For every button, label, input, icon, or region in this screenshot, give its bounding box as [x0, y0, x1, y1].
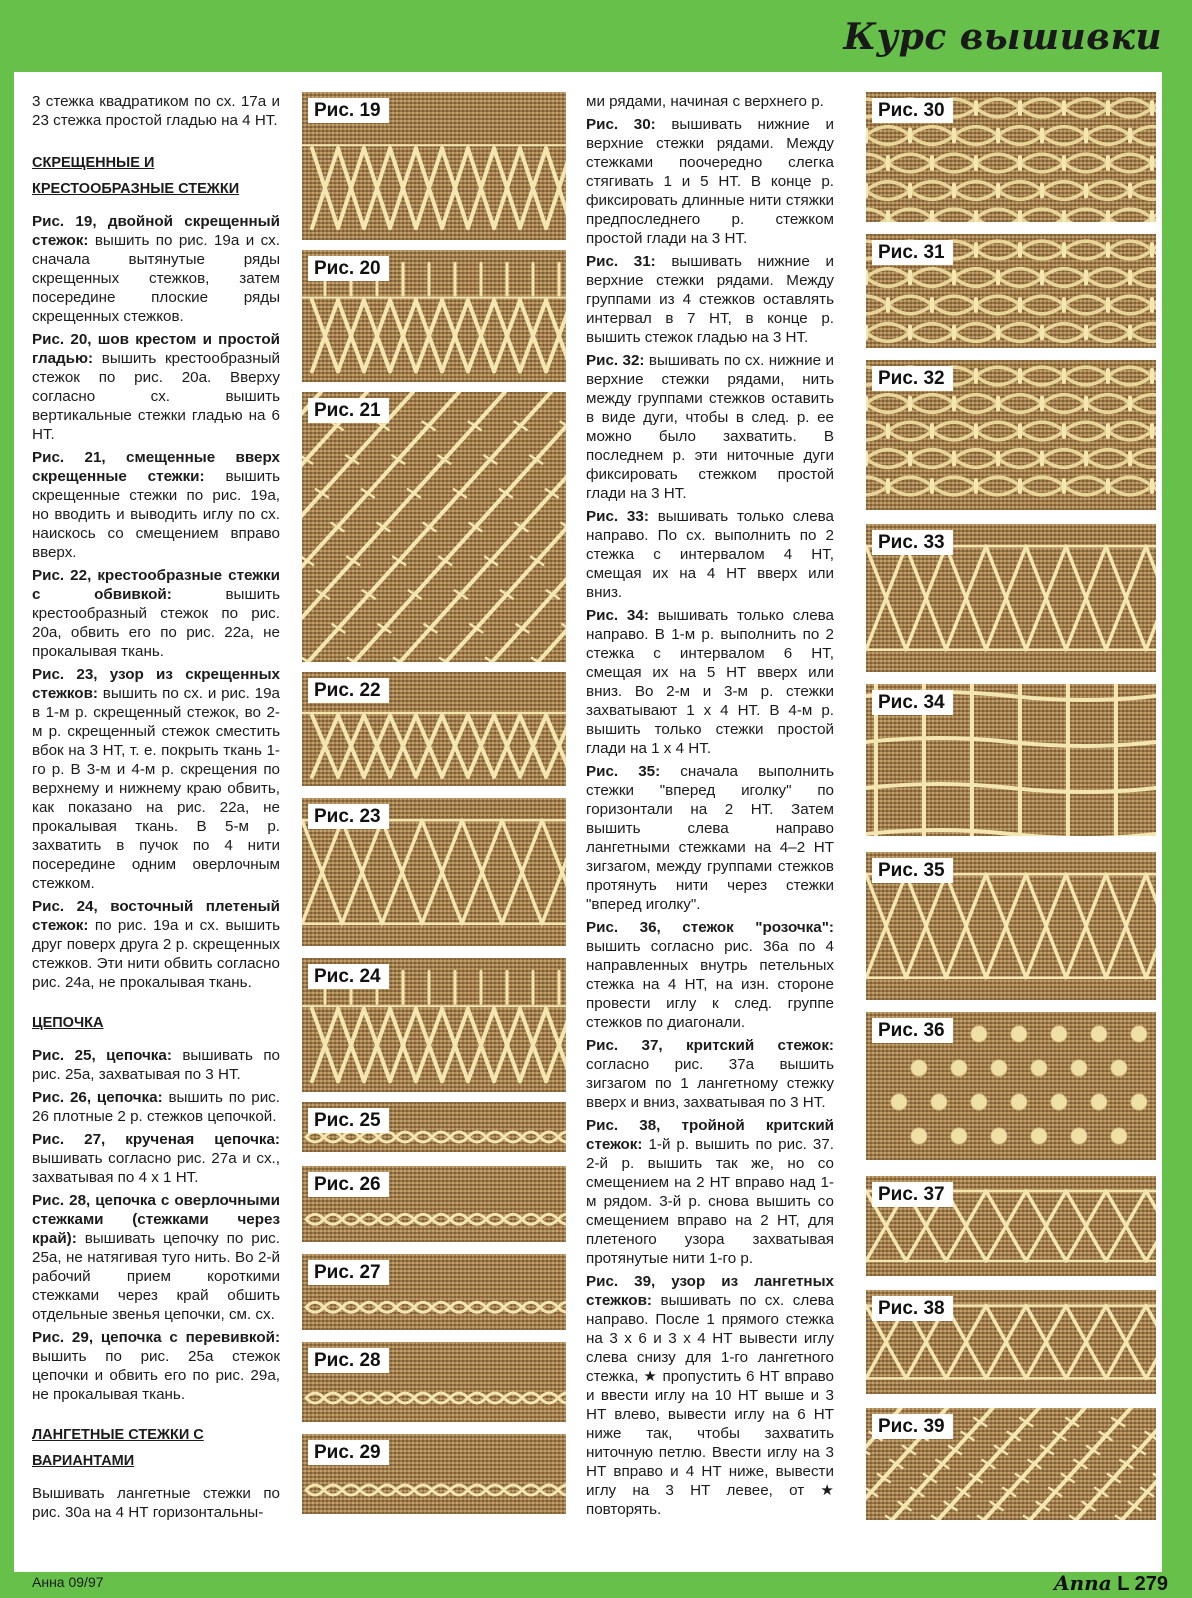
figure-label: Рис. 22	[308, 678, 389, 703]
paragraph-lead: Рис. 38, тройной критский стежок:	[586, 1117, 834, 1153]
figure-label: Рис. 37	[872, 1182, 953, 1207]
footer-issue: Анна 09/97	[32, 1574, 104, 1590]
figure-swatch	[302, 1102, 566, 1152]
paragraph-fig22	[32, 566, 280, 661]
figure-label: Рис. 26	[308, 1172, 389, 1197]
paragraph-body: вышить по рис. 25а стежок цепочки и обвить его по рис. 29а, не прокалывая ткань.	[32, 1348, 280, 1403]
paragraph-lead: Рис. 28, цепочка с оверлочными стежками (стежками через край):	[32, 1192, 280, 1247]
figure-swatch	[866, 234, 1156, 348]
paragraph-lead: Рис. 31:	[586, 253, 656, 270]
figure-swatch	[302, 1434, 566, 1514]
figure-label: Рис. 23	[308, 804, 389, 829]
figure-swatch	[302, 1166, 566, 1242]
paragraph-fig20	[32, 330, 280, 444]
paragraph-fig26	[32, 1088, 280, 1126]
paragraph-lead: Рис. 24, восточный плетеный стежок:	[32, 898, 280, 934]
figure-label: Рис. 38	[872, 1296, 953, 1321]
paragraph-fig24	[32, 897, 280, 992]
figure-label: Рис. 34	[872, 690, 953, 715]
paragraph-fig27	[32, 1130, 280, 1187]
figure-swatch	[302, 798, 566, 946]
figure-swatch	[302, 392, 566, 662]
figure-label: Рис. 30	[872, 98, 953, 123]
figure-swatch	[866, 360, 1156, 510]
paragraph-lead: Рис. 19, двойной скрещенный стежок:	[32, 213, 280, 249]
paragraph-fig31	[586, 252, 834, 347]
paragraph-lead: Рис. 37, критский стежок:	[586, 1037, 834, 1054]
paragraph-body: согласно рис. 37а вышить зигзагом по 1 лангетному стежку вверх и вниз, захватывая по 3 НТ.	[586, 1056, 834, 1111]
paragraph-body: 1-й р. вышить по рис. 37. 2-й р. вышить так же, но со смещением на 2 НТ вправо над 1-м рядом. 3-й р. снова вышить со смещением вправо на 2 НТ, для плетеного узора захватывая протянутые нити 1-го р.	[586, 1136, 834, 1267]
paragraph-continued: ми рядами, начиная с верхнего р.	[586, 93, 824, 110]
figure-label: Рис. 39	[872, 1414, 953, 1439]
figure-label: Рис. 36	[872, 1018, 953, 1043]
paragraph-body: вышивать только слева направо. В 1-м р. выполнить по 2 стежка с интервалом 6 НТ, смещая их на 5 НТ вверх или вниз. Во 2-м и 3-м р. стежки захватывают 1 х 4 НТ. В 4-м р. вышить только стежки простой глади на 1 х 4 НТ.	[586, 607, 834, 757]
figure-swatch	[302, 92, 566, 240]
paragraph-lead: Рис. 23, узор из скрещенных стежков:	[32, 666, 280, 702]
figure-label: Рис. 25	[308, 1108, 389, 1133]
section-heading-crossed: СКРЕЩЕННЫЕ И КРЕСТООБРАЗНЫЕ СТЕЖКИ	[32, 155, 240, 197]
paragraph-fig38	[586, 1116, 834, 1268]
paragraph-fig39	[586, 1272, 834, 1519]
paragraph-fig19	[32, 212, 280, 326]
paragraph-fig32	[586, 351, 834, 503]
footer-brand: Anna	[1054, 1571, 1112, 1595]
paragraph-lead: Рис. 39, узор из лангетных стежков:	[586, 1273, 834, 1309]
paragraph-body: сначала выполнить стежки "вперед иголку" по горизонтали на 2 НТ. Затем вышить слева направо лангетными стежками на 4–2 НТ зигзагом, между группами стежков протянуть нити через стежки "вперед иголку".	[586, 763, 835, 913]
paragraph-lead: Рис. 34:	[586, 607, 649, 624]
paragraph-lead: Рис. 22, крестообразные стежки с обвивкой:	[32, 567, 280, 603]
paragraph-body: вышить скрещенные стежки по рис. 19а, но вводить и выводить иглу по сх. наискось со смещением вправо вверх.	[32, 468, 280, 561]
figure-swatch	[866, 1012, 1156, 1160]
figure-label: Рис. 28	[308, 1348, 389, 1373]
paragraph-fig37	[586, 1036, 834, 1112]
paragraph-body: вышить по сх. и рис. 19а в 1-м р. скрещенный стежок, во 2-м р. скрещенный стежок сместить вбок на 3 НТ, т. е. покрыть ткань 1-го р. В 3-м и 4-м р. скрещения по верхнему и нижнему краю обвить, как показано на рис. 22а, не прокалывая ткань. В 5-м р. захватить в пучок по 4 нити посередине одним оверлочным стежком.	[32, 685, 280, 892]
paragraph-fig33	[586, 507, 834, 602]
paragraph-intro: 3 стежка квадратиком по сх. 17а и 23 стежка простой гладью на 4 НТ.	[32, 93, 280, 129]
paragraph-outro: Вышивать лангетные стежки по рис. 30а на 4 НТ горизонтальны-	[32, 1485, 280, 1521]
paragraph-body: вышить крестообразный стежок по рис. 20а. Вверху согласно сх. вышить вертикальные стежки гладью на 6 НТ.	[32, 350, 280, 443]
paragraph-lead: Рис. 20, шов крестом и простой гладью:	[32, 331, 280, 367]
paragraph-fig28	[32, 1191, 280, 1324]
figure-label: Рис. 33	[872, 530, 953, 555]
figure-swatch	[866, 524, 1156, 672]
figure-label: Рис. 27	[308, 1260, 389, 1285]
figure-swatch	[302, 1254, 566, 1330]
text-column-right	[586, 92, 834, 1523]
section-heading-blanket: ЛАНГЕТНЫЕ СТЕЖКИ С ВАРИАНТАМИ	[32, 1427, 204, 1469]
figure-label: Рис. 35	[872, 858, 953, 883]
figure-swatch	[302, 250, 566, 382]
figure-label: Рис. 29	[308, 1440, 389, 1465]
paragraph-body: вышивать по рис. 25а, захватывая по 3 НТ.	[32, 1047, 280, 1083]
text-column-left	[32, 92, 280, 1526]
paragraph-fig25	[32, 1046, 280, 1084]
paragraph-body: вышить крестообразный стежок по рис. 20а, обвить его по рис. 22а, не прокалывая ткань.	[32, 586, 280, 660]
figure-label: Рис. 32	[872, 366, 953, 391]
paragraph-lead: Рис. 27, крученая цепочка:	[32, 1131, 280, 1148]
figure-swatch	[866, 1176, 1156, 1276]
paragraph-lead: Рис. 29, цепочка с перевивкой:	[32, 1329, 280, 1346]
paragraph-fig23	[32, 665, 280, 893]
footer-page: L 279	[1117, 1573, 1168, 1595]
figure-label: Рис. 19	[308, 98, 389, 123]
section-heading-chain: ЦЕПОЧКА	[32, 1015, 104, 1031]
paragraph-fig21	[32, 448, 280, 562]
paragraph-body: вышивать нижние и верхние стежки рядами. Между стежками поочередно слегка стягивать 1 и 5 НТ. В конце р. фиксировать длинные нити стяжки предпоследнего р. стежком простой глади на 3 НТ.	[586, 116, 834, 247]
paragraph-body: вышить согласно рис. 36а по 4 направленных внутрь петельных стежка на 4 НТ, на изн. стороне провести иглу к след. группе стежков по диагонали.	[586, 938, 834, 1031]
paragraph-fig29	[32, 1328, 280, 1404]
paragraph-body: вышивать согласно рис. 27а и сх., захватывая по 4 х 1 НТ.	[32, 1150, 280, 1186]
paragraph-lead: Рис. 36, стежок "розочка":	[586, 919, 834, 936]
paragraph-fig34	[586, 606, 834, 758]
paragraph-body: вышивать только слева направо. По сх. выполнить по 2 стежка с интервалом 4 НТ, смещая их на 4 НТ вверх или вниз.	[586, 508, 834, 601]
paragraph-fig36	[586, 918, 834, 1032]
paragraph-body: по рис. 19а и сх. вышить друг поверх друга 2 р. скрещенных стежков. Эти нити обвить согласно рис. 24а, не прокалывая ткань.	[32, 917, 280, 991]
figure-swatch	[866, 684, 1156, 836]
paragraph-lead: Рис. 21, смещенные вверх скрещенные стежки:	[32, 449, 280, 485]
paragraph-fig30	[586, 115, 834, 248]
figure-swatch	[302, 672, 566, 786]
figure-swatch	[302, 958, 566, 1092]
paragraph-lead: Рис. 30:	[586, 116, 656, 133]
footer-page-number	[1054, 1571, 1168, 1596]
figure-label: Рис. 20	[308, 256, 389, 281]
stitch-pattern	[302, 392, 566, 662]
page-title: Курс вышивки	[843, 16, 1162, 58]
paragraph-body: вышивать цепочку по рис. 25а, не натягивая туго нить. Во 2-й рабочий прием короткими стежками через край обшить отдельные звенья цепочки, см. сх.	[32, 1230, 280, 1323]
figure-swatch	[866, 1290, 1156, 1394]
paragraph-lead: Рис. 25, цепочка:	[32, 1047, 172, 1064]
paragraph-body: вышить по рис. 26 плотные 2 р. стежков цепочкой.	[32, 1089, 280, 1125]
paragraph-lead: Рис. 33:	[586, 508, 649, 525]
paragraph-fig35	[586, 762, 834, 914]
paragraph-body: вышить по рис. 19а и сх. сначала вытянутые ряды скрещенных стежков, затем посередине плоские ряды скрещенных стежков.	[32, 232, 280, 325]
paragraph-lead: Рис. 32:	[586, 352, 645, 369]
figure-label: Рис. 31	[872, 240, 953, 265]
paragraph-body: вышивать по сх. нижние и верхние стежки рядами, нить между группами стежков оставить в виде дуги, чтобы в след. р. ее можно было захватить. В последнем р. эти ниточные дуги фиксировать стежком простой глади на 3 НТ.	[586, 352, 834, 502]
figure-label: Рис. 21	[308, 398, 389, 423]
paragraph-lead: Рис. 26, цепочка:	[32, 1089, 163, 1106]
figure-swatch	[866, 852, 1156, 1000]
figure-swatch	[866, 92, 1156, 222]
figure-label: Рис. 24	[308, 964, 389, 989]
figure-swatch	[302, 1342, 566, 1422]
paragraph-lead: Рис. 35:	[586, 763, 661, 780]
figure-swatch	[866, 1408, 1156, 1520]
paragraph-body: вышивать нижние и верхние стежки рядами. Между группами из 4 стежков оставлять интервал в 7 НТ, в конце р. вышить стежок гладью на 3 НТ.	[586, 253, 834, 346]
paragraph-body: вышивать по сх. слева направо. После 1 прямого стежка на 3 х 6 и 3 х 4 НТ вывести иглу слева снизу для 1-го лангетного стежка, ★ пропустить 6 НТ вправо и ввести иглу на 10 НТ выше и 3 НТ влево, вывести иглу на 6 НТ ниже так, чтобы захватить ниточную петлю. Ввести иглу на 3 НТ вправо и 4 НТ ниже, вывести иглу на 3 НТ левее, от ★ повторять.	[586, 1292, 834, 1518]
